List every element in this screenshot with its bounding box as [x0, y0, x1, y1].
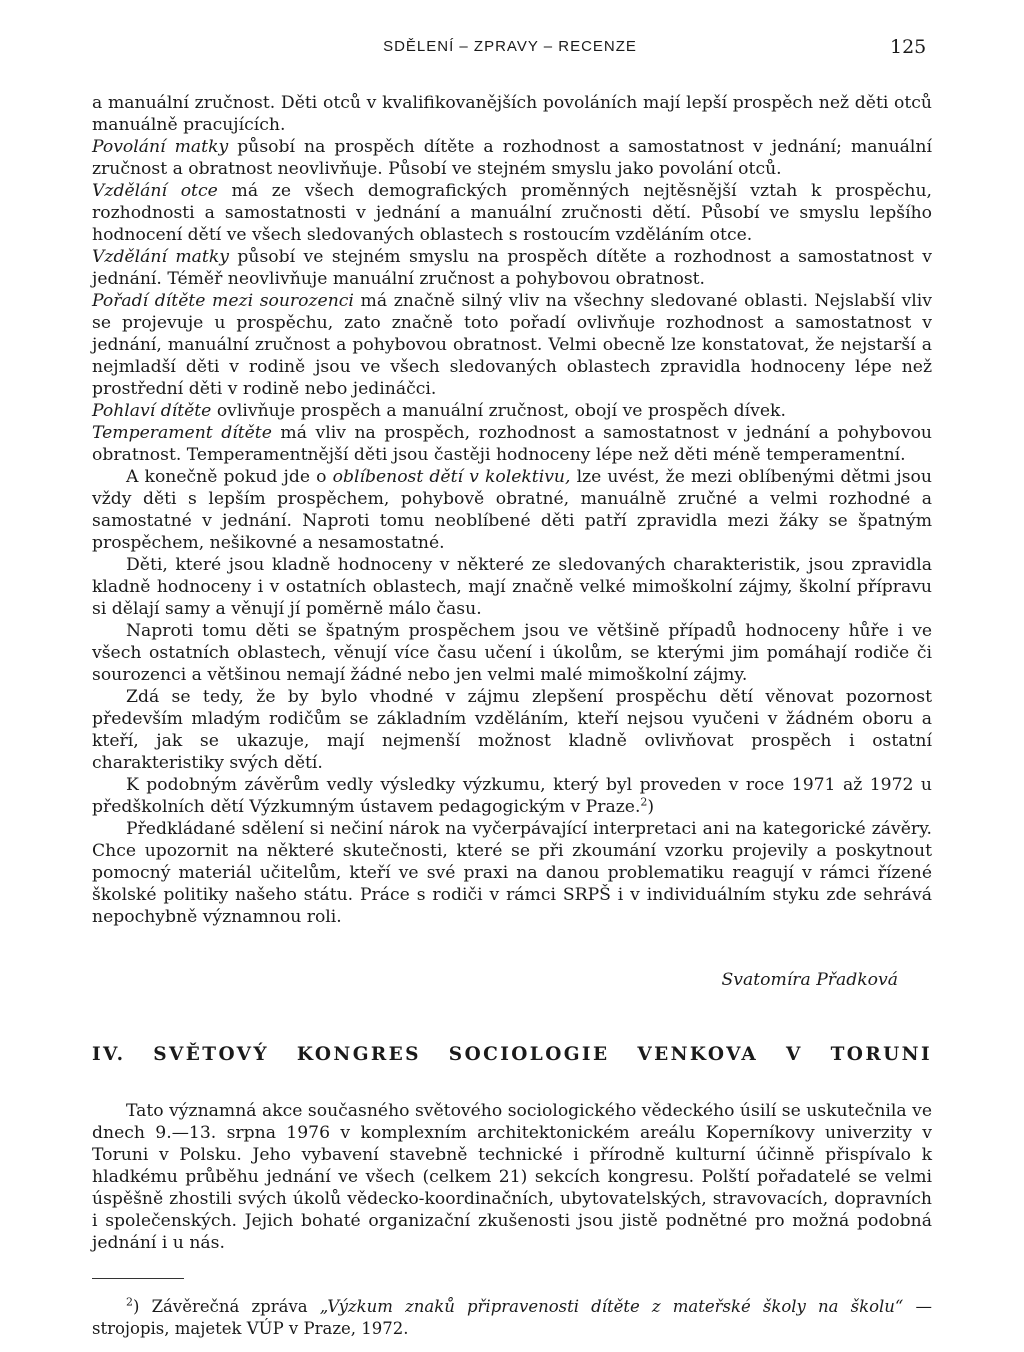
- paragraph: [92, 620, 932, 686]
- text-run: Naproti tomu děti se špatným prospěchem jsou ve většině případů hodnoceny hůře i ve všech ostatních oblastech, věnují více času učení i úkolům, se kterými jim pomáhají rodiče či sourozenci a většinou nemají žádné nebo jen velmi malé mimoškolní zájmy.: [92, 621, 932, 685]
- paragraph: [92, 818, 932, 928]
- italic-run: Pohlaví dítěte: [92, 401, 212, 421]
- paragraph: [92, 774, 932, 818]
- text-run: Zdá se tedy, že by bylo vhodné v zájmu zlepšení prospěchu dětí věnovat pozornost především mladým rodičům se základním vzděláním, kteří nejsou vyučeni v žádném oboru a kteří, jak se ukazuje, mají nejmenší možnost kladně ovlivňovat prospěch i ostatní charakteristiky svých dětí.: [92, 687, 932, 773]
- footnote-title: „Výzkum znaků připravenosti dítěte z mateřské školy na školu“: [319, 1297, 904, 1316]
- footnote-label: Závěrečná zpráva: [151, 1297, 308, 1316]
- text-run: má značně silný vliv na všechny sledované oblasti. Nejslabší vliv se projevuje u prospěchu, zato značně toto pořadí ovlivňuje rozhodnost a samostatnost v jednání, manuální zručnost a pohybovou obratnost. Velmi obecně lze konstatovat, že nejstarší a nejmladší děti v rodině jsou ve všech sledovaných oblastech zpravidla hodnoceny lépe než prostřední děti v rodině nebo jedináčci.: [92, 291, 932, 399]
- page-number: 125: [890, 36, 927, 58]
- paragraph: [92, 92, 932, 136]
- paragraph: [92, 290, 932, 400]
- text-run: ovlivňuje prospěch a manuální zručnost, obojí ve prospěch dívek.: [211, 401, 786, 421]
- italic-run: Vzdělání otce: [92, 181, 218, 201]
- running-header: [0, 36, 1024, 60]
- footnote: $^2$) Závěrečná zpráva „Výzkum znaků připravenosti dítěte z mateřské školy na školu“ — strojopis, majetek VÚP v Praze, 1972.: [92, 1295, 932, 1338]
- report-body: [92, 1100, 932, 1254]
- paragraph: [92, 400, 932, 422]
- footnote-rule: [92, 1278, 184, 1279]
- text-run: Předkládané sdělení si nečiní nárok na vyčerpávající interpretaci ani na kategorické závěry. Chce upozornit na některé skutečnosti, které se při zkoumání vzorku projevily a poskytnout pomocný materiál učitelům, kteří ve své praxi na danou problematiku reagují v rámci řízené školské politiky našeho státu. Práce s rodiči v rámci SRPŠ i v individuálním styku zde sehrává nepochybně významnou roli.: [92, 819, 932, 927]
- text-run: působí na prospěch dítěte a rozhodnost a samostatnost v jednání; manuální zručnost a obratnost neovlivňuje. Působí ve stejném smyslu jako povolání otců.: [92, 137, 932, 179]
- paragraph: [92, 466, 932, 554]
- text-run: působí ve stejném smyslu na prospěch dítěte a rozhodnost a samostatnost v jednání. Téměř neovlivňuje manuální zručnost a pohybovou obratnost.: [92, 247, 932, 289]
- footnote-ref: 2: [640, 795, 648, 809]
- text-run: má vliv na prospěch, rozhodnost a samostatnost v jednání a pohybovou obratnost. Temperamentnější děti jsou častěji hodnoceny lépe než děti méně temperamentní.: [92, 423, 932, 465]
- italic-run: Vzdělání matky: [92, 247, 229, 267]
- italic-run: Temperament dítěte: [92, 423, 272, 443]
- footnote-rest: — strojopis, majetek VÚP v Praze, 1972.: [92, 1297, 932, 1338]
- running-title: SDĚLENÍ – ZPRAVY – RECENZE: [383, 38, 637, 55]
- text-run: K podobným závěrům vedly výsledky výzkumu, který byl proveden v roce 1971 až 1972 u předškolních dětí Výzkumným ústavem pedagogickým v Praze.: [92, 775, 932, 817]
- text-run: a manuální zručnost. Děti otců v kvalifikovanějších povoláních mají lepší prospěch než děti otců manuálně pracujících.: [92, 93, 932, 135]
- paragraph: [92, 136, 932, 180]
- paragraph: [92, 180, 932, 246]
- paragraph: [92, 246, 932, 290]
- article-body: [92, 92, 932, 928]
- text-run: A konečně pokud jde o: [126, 467, 333, 487]
- text-run: ): [647, 797, 655, 817]
- italic-run: Pořadí dítěte mezi sourozenci: [92, 291, 354, 311]
- section-heading: IV. SVĚTOVÝ KONGRES SOCIOLOGIE VENKOVA V TORUNI: [92, 1044, 932, 1065]
- text-run: lze uvést, že mezi oblíbenými dětmi jsou vždy děti s lepším prospěchem, pohybově obratné, manuálně zručné a velmi rozhodné a samostatné v jednání. Naproti tomu neoblíbené děti patří zpravidla mezi žáky se špatným prospěchem, nešikovné a nesamostatné.: [92, 467, 932, 553]
- paragraph: [92, 554, 932, 620]
- text-run: má ze všech demografických proměnných nejtěsnější vztah k prospěchu, rozhodnosti a samostatnosti v jednání a manuální zručnosti dětí. Působí ve smyslu lepšího hodnocení dětí ve všech sledovaných oblastech s rostoucím vzděláním otce.: [92, 181, 933, 245]
- italic-run: oblíbenost dětí v kolektivu,: [332, 467, 571, 487]
- text-run: Děti, které jsou kladně hodnoceny v některé ze sledovaných charakteristik, jsou zpravidla kladně hodnoceny i v ostatních oblastech, mají značně velké mimoškolní zájmy, školní přípravu si dělají samy a věnují jí poměrně málo času.: [92, 555, 932, 619]
- author-signature: Svatomíra Přadková: [721, 970, 898, 990]
- paragraph: [92, 422, 932, 466]
- italic-run: Povolání matky: [92, 137, 229, 157]
- footnote-marker: 2: [126, 1295, 133, 1309]
- paragraph: [92, 686, 932, 774]
- report-paragraph: Tato významná akce současného světového sociologického vědeckého úsilí se uskutečnila ve dnech 9.—13. srpna 1976 v komplexním architektonickém areálu Koperníkovy univerzity v Toruni v Polsku. Jeho vybavení stavebně technické i přírodně kulturní účinně přispívalo k hladkému průběhu jednání ve všech (celkem 21) sekcích kongresu. Polští pořadatelé se velmi úspěšně zhostili svých úkolů vědecko-koordinačních, ubytovatelských, stravovacích, dopravních i společenských. Jejich bohaté organizační zkušenosti jsou jistě podnětné pro možná podobná jednání i u nás.: [92, 1101, 932, 1253]
